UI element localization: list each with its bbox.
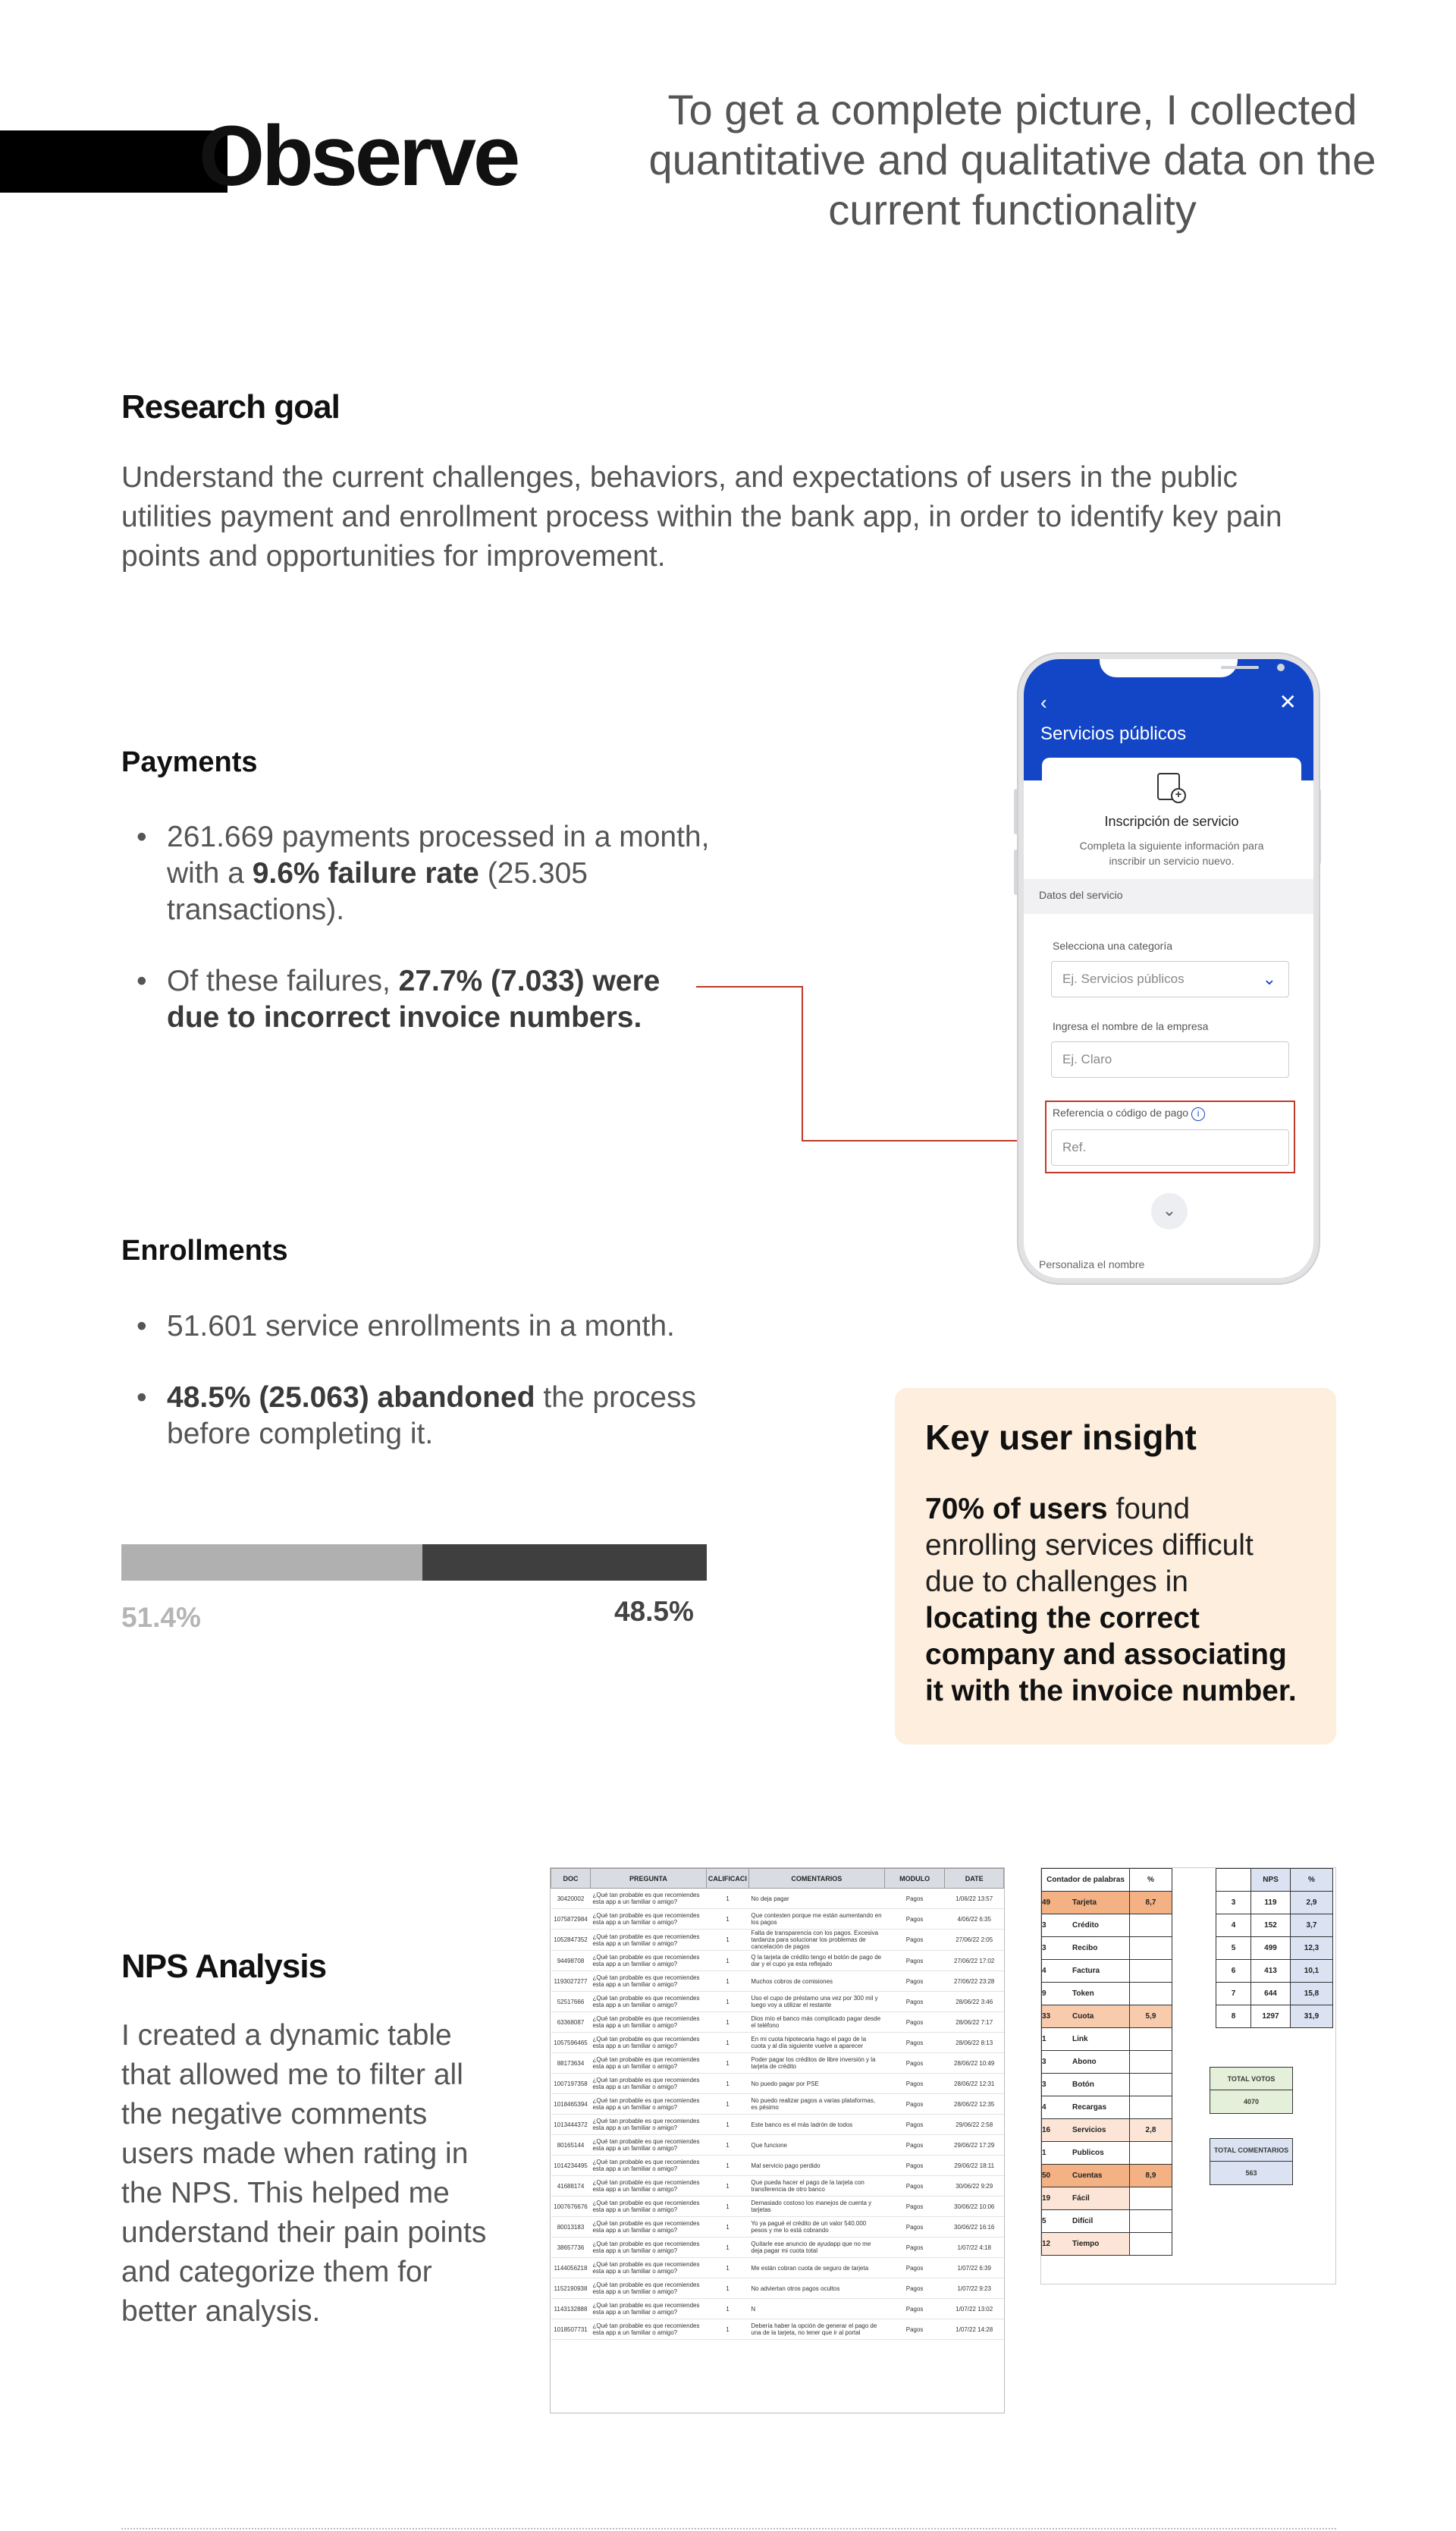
research-goal-heading: Research goal [121,388,340,425]
table-cell: 1 [706,2176,748,2197]
back-arrow-icon[interactable]: ‹ [1040,691,1047,714]
word-pct-cell [1130,2074,1172,2096]
nps-cell: 413 [1251,1960,1291,1983]
sheet-header-cell: CALIFICACI [706,1869,748,1889]
table-cell: Pagos [884,2053,945,2074]
table-cell: 1 [706,1951,748,1971]
table-cell: Pagos [884,2156,945,2176]
company-label: Ingresa el nombre de la empresa [1053,1020,1209,1032]
table-cell: 4/06/22 6:35 [945,1909,1004,1930]
table-cell: 28/06/22 10:49 [945,2053,1004,2074]
nps-header-cell: NPS [1251,1869,1291,1892]
table-cell: N [748,2299,884,2319]
sheet-header-cell: DOC [551,1869,591,1889]
word-cell: 3 Botón [1042,2074,1130,2096]
connector-line [802,1140,1034,1141]
table-cell: ¿Qué tan probable es que recomiendes esta app a un familiar o amigo? [590,2278,706,2299]
title-accent-bar [0,130,228,193]
table-cell: Pagos [884,2258,945,2278]
table-cell: 1152190938 [551,2278,591,2299]
enrollments-stat-1: • 51.601 service enrollments in a month. [121,1308,743,1345]
table-cell: 38657736 [551,2237,591,2258]
word-cell: 3 Recibo [1042,1937,1130,1960]
table-cell: Que contesten porque me están aumentando en los pagos [748,1909,884,1930]
table-cell: 1 [706,2278,748,2299]
table-cell: Falta de transparencia con los pagos. Excesiva tardanza para solucionar los problemas de cancelación de pagos [748,1930,884,1951]
card-title: Inscripción de servicio [1104,814,1239,829]
section-label: Datos del servicio [1039,889,1123,901]
table-cell: 1 [706,1930,748,1951]
connector-line [802,986,803,1141]
table-cell: 30/06/22 10:06 [945,2197,1004,2217]
phone-mockup [1018,654,1319,1283]
footer-divider [121,2528,1336,2529]
table-cell: No deja pagar [748,1889,884,1909]
table-cell: Pagos [884,2033,945,2053]
table-row [551,2135,1004,2156]
info-icon[interactable]: i [1191,1107,1205,1121]
table-cell: ¿Qué tan probable es que recomiendes esta app a un familiar o amigo? [590,2197,706,2217]
table-cell: 30420002 [551,1889,591,1909]
word-pct-cell [1130,1914,1172,1937]
table-cell: 41688174 [551,2176,591,2197]
table-cell: 27/06/22 2:05 [945,1930,1004,1951]
table-cell: ¿Qué tan probable es que recomiendes esta app a un familiar o amigo? [590,1951,706,1971]
page-subtitle: To get a complete picture, I collected quantitative and qualitative data on the current functionality [648,86,1376,234]
nps-row [1216,1914,1333,1937]
completed-bar [121,1544,422,1581]
insight-heading: Key user insight [925,1418,1197,1457]
table-cell: No puedo pagar por PSE [748,2074,884,2094]
table-cell: 1007676676 [551,2197,591,2217]
word-count-row [1042,1937,1172,1960]
word-cell: 4 Factura [1042,1960,1130,1983]
table-cell: 1/07/22 4:18 [945,2237,1004,2258]
completed-percentage: 51.4% [121,1602,201,1633]
table-cell: Yo ya pagué el crédito de un valor 540.000 pesos y me lo está cobrando [748,2217,884,2237]
table-row [551,2258,1004,2278]
word-cell: 4 Recargas [1042,2096,1130,2119]
table-cell: Este banco es el más ladrón de todos [748,2115,884,2135]
table-row [551,2033,1004,2053]
sheet-header-cell: PREGUNTA [590,1869,706,1889]
page-title: Observe [199,108,518,203]
total-comments-box [1210,2138,1293,2185]
sheet-header-cell: MODULO [884,1869,945,1889]
reference-placeholder: Ref. [1062,1140,1087,1154]
table-row [551,1889,1004,1909]
table-cell: Pagos [884,1951,945,1971]
table-cell: 29/06/22 2:58 [945,2115,1004,2135]
word-pct-cell: 8,7 [1130,1892,1172,1914]
table-cell: 1/07/22 13:02 [945,2299,1004,2319]
word-table-header: % [1130,1869,1172,1892]
table-row [551,1951,1004,1971]
table-cell: Pagos [884,2094,945,2115]
table-cell: 30/06/22 9:29 [945,2176,1004,2197]
table-cell: 1 [706,2156,748,2176]
table-cell: 1 [706,2237,748,2258]
table-cell: ¿Qué tan probable es que recomiendes esta app a un familiar o amigo? [590,1992,706,2012]
table-cell: 28/06/22 7:17 [945,2012,1004,2033]
abandoned-bar [422,1544,707,1581]
camera-icon [1277,664,1285,671]
category-select[interactable] [1051,961,1289,997]
table-cell: 1018465394 [551,2094,591,2115]
table-row [551,2299,1004,2319]
word-count-row [1042,2142,1172,2165]
table-cell: 1 [706,2012,748,2033]
table-cell: Q la tarjeta de crédito tengo el botón de pago de dar y el cupo ya esta reflejado [748,1951,884,1971]
table-row [551,1930,1004,1951]
word-cell: 19 Fácil [1042,2187,1130,2210]
table-row [551,2115,1004,2135]
table-cell: Pagos [884,2115,945,2135]
payments-stat-2: • Of these failures, 27.7% (7.033) were due to incorrect invoice numbers. [121,963,713,1036]
table-row [551,2176,1004,2197]
nps-cell: 6 [1216,1960,1251,1983]
table-cell: ¿Qué tan probable es que recomiendes esta app a un familiar o amigo? [590,1930,706,1951]
word-cell: 50 Cuentas [1042,2165,1130,2187]
word-count-row [1042,1960,1172,1983]
table-cell: ¿Qué tan probable es que recomiendes esta app a un familiar o amigo? [590,2074,706,2094]
table-cell: 29/06/22 18:11 [945,2156,1004,2176]
table-cell: 1 [706,1971,748,1992]
nps-cell: 31,9 [1291,2005,1333,2028]
table-cell: 1052847352 [551,1930,591,1951]
table-cell: 1 [706,2319,748,2340]
table-cell: Pagos [884,2176,945,2197]
table-cell: 94498708 [551,1951,591,1971]
table-cell: 1 [706,1909,748,1930]
table-cell: ¿Qué tan probable es que recomiendes esta app a un familiar o amigo? [590,2135,706,2156]
table-row [551,1992,1004,2012]
reference-input[interactable] [1051,1129,1289,1166]
reference-label: Referencia o código de pago i [1053,1107,1205,1121]
word-count-row [1042,2028,1172,2051]
table-cell: 1143132888 [551,2299,591,2319]
table-cell: ¿Qué tan probable es que recomiendes esta app a un familiar o amigo? [590,2319,706,2340]
table-cell: ¿Qué tan probable es que recomiendes esta app a un familiar o amigo? [590,2258,706,2278]
table-cell: ¿Qué tan probable es que recomiendes esta app a un familiar o amigo? [590,2053,706,2074]
table-cell: 80013183 [551,2217,591,2237]
company-input[interactable] [1051,1041,1289,1078]
table-row [551,1971,1004,1992]
table-cell: ¿Qué tan probable es que recomiendes esta app a un familiar o amigo? [590,2012,706,2033]
table-cell: 1018507731 [551,2319,591,2340]
word-pct-cell [1130,2051,1172,2074]
table-cell: ¿Qué tan probable es que recomiendes esta app a un familiar o amigo? [590,2156,706,2176]
table-cell: 1 [706,2135,748,2156]
word-count-panel [1040,1867,1336,2284]
word-pct-cell [1130,1937,1172,1960]
word-count-row [1042,1892,1172,1914]
payments-list [121,819,713,1071]
nps-cell: 15,8 [1291,1983,1333,2005]
table-cell: ¿Qué tan probable es que recomiendes esta app a un familiar o amigo? [590,1909,706,1930]
table-cell: Pagos [884,2135,945,2156]
table-cell: Pagos [884,2012,945,2033]
payments-stat-1: • 261.669 payments processed in a month, with a 9.6% failure rate (25.305 transactions). [121,819,713,928]
table-cell: Pagos [884,2299,945,2319]
table-cell: 27/06/22 23:28 [945,1971,1004,1992]
word-pct-cell [1130,2028,1172,2051]
key-insight-card [895,1388,1336,1744]
word-cell: 5 Difícil [1042,2210,1130,2233]
table-cell: ¿Qué tan probable es que recomiendes esta app a un familiar o amigo? [590,2299,706,2319]
research-goal-text: Understand the current challenges, behaviors, and expectations of users in the public utilities payment and enrollment process within the bank app, in order to identify key pain points and opportunities for improvement. [121,461,1282,573]
table-cell: 28/06/22 8:13 [945,2033,1004,2053]
nps-row [1216,1892,1333,1914]
word-count-row [1042,1914,1172,1937]
nps-text: I created a dynamic table that allowed me to filter all the negative comments users made when rating in the NPS. This helped me understand their pain points and categorize them for better analysis. [121,2019,487,2328]
nps-cell: 7 [1216,1983,1251,2005]
category-placeholder: Ej. Servicios públicos [1062,972,1185,986]
nps-row [1216,1937,1333,1960]
table-cell: 28/06/22 12:35 [945,2094,1004,2115]
total-votes-box [1210,2067,1293,2114]
word-pct-cell [1130,2142,1172,2165]
table-row [551,2197,1004,2217]
word-table-header: Contador de palabras [1042,1869,1130,1892]
table-cell: Pagos [884,1909,945,1930]
nps-cell: 119 [1251,1892,1291,1914]
table-cell: 1/07/22 14:28 [945,2319,1004,2340]
table-cell: Pagos [884,2237,945,2258]
abandoned-percentage: 48.5% [614,1596,694,1627]
sheet-header-cell: DATE [945,1869,1004,1889]
table-cell: 28/06/22 3:46 [945,1992,1004,2012]
table-cell: 1/06/22 13:57 [945,1889,1004,1909]
nps-cell: 1297 [1251,2005,1291,2028]
table-cell: Me están cobran cuota de seguro de tarjeta [748,2258,884,2278]
table-cell: Pagos [884,2197,945,2217]
chevron-down-icon: ⌄ [1262,969,1276,988]
expand-chevron-icon[interactable]: ⌄ [1151,1193,1188,1229]
nps-cell: 5 [1216,1937,1251,1960]
table-cell: Muchos cobros de comisiones [748,1971,884,1992]
table-cell: 27/06/22 17:02 [945,1951,1004,1971]
nps-cell: 3,7 [1291,1914,1333,1937]
table-cell: 1 [706,2094,748,2115]
nps-cell: 2,9 [1291,1892,1333,1914]
word-pct-cell [1130,2233,1172,2256]
table-cell: 1 [706,2074,748,2094]
word-count-row [1042,2233,1172,2256]
word-count-row [1042,2187,1172,2210]
nps-cell: 152 [1251,1914,1291,1937]
table-cell: No puedo realizar pagos a varias plataformas, es pésimo [748,2094,884,2115]
table-cell: Pagos [884,1971,945,1992]
enrollments-stat-2: • 48.5% (25.063) abandoned the process before completing it. [121,1380,743,1452]
table-cell: 1/07/22 9:23 [945,2278,1004,2299]
word-cell: 49 Tarjeta [1042,1892,1130,1914]
category-label: Selecciona una categoría [1053,940,1172,952]
speaker-icon [1221,666,1259,669]
word-count-table [1041,1868,1172,2256]
total-comments-value: 563 [1210,2162,1292,2184]
close-icon[interactable]: ✕ [1279,690,1297,714]
word-pct-cell: 8,9 [1130,2165,1172,2187]
table-cell: Pagos [884,1889,945,1909]
table-row [551,2074,1004,2094]
table-cell: 1057596465 [551,2033,591,2053]
nps-cell: 8 [1216,2005,1251,2028]
word-count-row [1042,2210,1172,2233]
word-count-row [1042,2096,1172,2119]
table-cell: ¿Qué tan probable es que recomiendes esta app a un familiar o amigo? [590,2094,706,2115]
plus-icon: + [1171,788,1186,803]
table-cell: 1 [706,2033,748,2053]
nps-cell: 12,3 [1291,1937,1333,1960]
table-cell: Mal servicio pago perdido [748,2156,884,2176]
nps-cell: 3 [1216,1892,1251,1914]
table-cell: 1144056218 [551,2258,591,2278]
table-row [551,2278,1004,2299]
table-cell: 1/07/22 6:39 [945,2258,1004,2278]
table-cell: 1 [706,2299,748,2319]
table-cell: Pagos [884,1992,945,2012]
table-cell: 1014234495 [551,2156,591,2176]
table-row [551,1909,1004,1930]
word-count-row [1042,2005,1172,2028]
connector-line [696,986,802,988]
table-row [551,2156,1004,2176]
table-row [551,2094,1004,2115]
total-votes-value: 4070 [1210,2090,1292,2113]
table-cell: 1 [706,2258,748,2278]
table-cell: 29/06/22 17:29 [945,2135,1004,2156]
phone-header-title: Servicios públicos [1040,724,1187,744]
table-cell: Pagos [884,2319,945,2340]
table-cell: 80165144 [551,2135,591,2156]
nps-cell: 499 [1251,1937,1291,1960]
table-cell: No adviertan otros pagos ocultos [748,2278,884,2299]
nps-cell: 644 [1251,1983,1291,2005]
table-cell: Pagos [884,2278,945,2299]
table-cell: 1007197358 [551,2074,591,2094]
table-cell: 88173634 [551,2053,591,2074]
insight-text: 70% of users found enrolling services difficult due to challenges in locating the correct company and associating it with the invoice number. [925,1493,1297,1707]
payments-heading: Payments [121,746,258,778]
table-cell: Quítarle ese anuncio de ayudapp que no me deja pagar mi cuota total [748,2237,884,2258]
word-cell: 1 Publicos [1042,2142,1130,2165]
table-cell: Poder pagar los créditos de libre inversión y la tarjeta de crédito [748,2053,884,2074]
table-cell: ¿Qué tan probable es que recomiendes esta app a un familiar o amigo? [590,2115,706,2135]
table-cell: 1 [706,1889,748,1909]
table-cell: En mi cuota hipotecaria hago el pago de la cuota y al día siguiente vuelve a aparecer [748,2033,884,2053]
nps-row [1216,1960,1333,1983]
word-pct-cell [1130,2187,1172,2210]
nps-comments-spreadsheet [550,1867,1005,2413]
table-cell: Pagos [884,2217,945,2237]
nps-row [1216,2005,1333,2028]
table-cell: 63368087 [551,2012,591,2033]
word-cell: 3 Crédito [1042,1914,1130,1937]
table-cell: Debería haber la opción de generar el pago de una de la tarjeta, no tener que ir al portal [748,2319,884,2340]
nps-score-table [1216,1868,1333,2028]
word-cell: 9 Token [1042,1983,1130,2005]
table-cell: ¿Qué tan probable es que recomiendes esta app a un familiar o amigo? [590,2237,706,2258]
word-pct-cell [1130,2210,1172,2233]
nps-header-cell [1216,1869,1251,1892]
table-row [551,2319,1004,2340]
phone-notch [1100,659,1238,677]
nps-cell: 10,1 [1291,1960,1333,1983]
word-count-row [1042,2051,1172,2074]
word-count-row [1042,2119,1172,2142]
table-cell: Demasiado costoso los manejos de cuenta y tarjetas [748,2197,884,2217]
table-cell: 1 [706,2115,748,2135]
nps-header-cell: % [1291,1869,1333,1892]
table-cell: ¿Qué tan probable es que recomiendes esta app a un familiar o amigo? [590,2033,706,2053]
total-votes-label: TOTAL VOTOS [1210,2068,1292,2090]
table-cell: 30/06/22 16:16 [945,2217,1004,2237]
word-pct-cell [1130,2096,1172,2119]
table-cell: Que funcione [748,2135,884,2156]
word-pct-cell [1130,1983,1172,2005]
table-cell: Pagos [884,1930,945,1951]
table-cell: ¿Qué tan probable es que recomiendes esta app a un familiar o amigo? [590,2217,706,2237]
table-row [551,2053,1004,2074]
word-cell: 1 Link [1042,2028,1130,2051]
nps-row [1216,1983,1333,2005]
nps-cell: 4 [1216,1914,1251,1937]
table-cell: 1 [706,2197,748,2217]
table-cell: 28/06/22 12:31 [945,2074,1004,2094]
word-cell: 16 Servicios [1042,2119,1130,2142]
table-cell: Que pueda hacer el pago de la tarjeta con transferencia de otro banco [748,2176,884,2197]
company-placeholder: Ej. Claro [1062,1052,1112,1066]
table-cell: 1 [706,2217,748,2237]
word-pct-cell [1130,1960,1172,1983]
sheet-header-cell: COMENTARIOS [748,1869,884,1889]
table-cell: ¿Qué tan probable es que recomiendes esta app a un familiar o amigo? [590,1971,706,1992]
word-count-row [1042,1983,1172,2005]
table-cell: Uso el cupo de préstamo una vez por 300 mil y luego voy a utilizar el restante [748,1992,884,2012]
word-cell: 12 Tiempo [1042,2233,1130,2256]
table-cell: 1 [706,2053,748,2074]
table-cell: 1013444372 [551,2115,591,2135]
table-cell: ¿Qué tan probable es que recomiendes esta app a un familiar o amigo? [590,1889,706,1909]
word-cell: 33 Cuota [1042,2005,1130,2028]
table-cell: 52517666 [551,1992,591,2012]
table-row [551,2012,1004,2033]
table-row [551,2217,1004,2237]
table-cell: ¿Qué tan probable es que recomiendes esta app a un familiar o amigo? [590,2176,706,2197]
table-row [551,2237,1004,2258]
table-cell: Pagos [884,2074,945,2094]
nps-heading: NPS Analysis [121,1948,327,1985]
word-count-row [1042,2074,1172,2096]
enrollments-heading: Enrollments [121,1235,288,1267]
table-cell: 1193027277 [551,1971,591,1992]
card-subtitle: Completa la siguiente información para inscribir un servicio nuevo. [1079,840,1264,867]
total-comments-label: TOTAL COMENTARIOS [1210,2139,1292,2162]
enrollments-list [121,1308,743,1487]
table-cell: Dios mío el banco más complicado pagar desde el teléfono [748,2012,884,2033]
table-cell: 1 [706,1992,748,2012]
word-count-row [1042,2165,1172,2187]
customize-name-label: Personaliza el nombre [1039,1258,1145,1270]
table-cell: 1075872984 [551,1909,591,1930]
word-pct-cell: 2,8 [1130,2119,1172,2142]
word-pct-cell: 5,9 [1130,2005,1172,2028]
word-cell: 3 Abono [1042,2051,1130,2074]
